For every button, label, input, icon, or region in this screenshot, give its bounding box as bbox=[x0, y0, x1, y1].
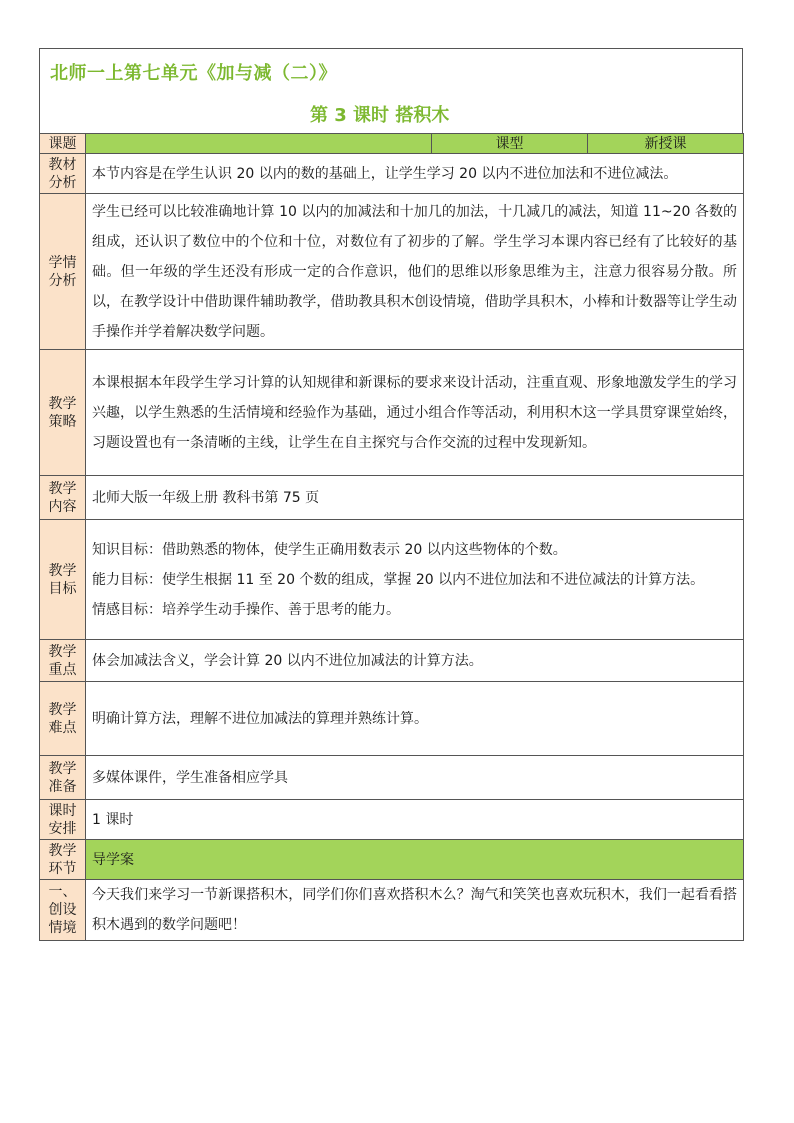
row-text: 明确计算方法，理解不进位加减法的算理并熟练计算。 bbox=[86, 682, 744, 756]
table-row bbox=[40, 350, 744, 476]
goals-row bbox=[40, 520, 744, 640]
lesson-plan-document bbox=[39, 48, 743, 941]
table-row bbox=[40, 682, 744, 756]
row-text: 学生已经可以比较准确地计算 10 以内的加减法和十加几的加法，十几减几的减法，知道 11~20 各数的组成，还认识了数位中的个位和十位，对数位有了初步的了解。学生学习本课内容已经有了比较好的基础。但一年级的学生还没有形成一定的合作意识，他们的思维以形象思维为主，注意力很容易分散。所以，在教学设计中借助课件辅助教学，借助教具积木创设情境，借助学具积木，小棒和计数器等让学生动手操作并学着解决数学问题。 bbox=[86, 194, 744, 350]
table-row bbox=[40, 154, 744, 194]
row-text: 体会加减法含义，学会计算 20 以内不进位加减法的计算方法。 bbox=[86, 640, 744, 682]
lesson-subtitle: 第 3 课时 搭积木 bbox=[310, 105, 450, 126]
course-type-label: 课型 bbox=[432, 134, 588, 154]
row-label: 课时安排 bbox=[40, 800, 86, 840]
goals-label: 教学目标 bbox=[40, 520, 86, 640]
table-row bbox=[40, 756, 744, 800]
stage-text: 导学案 bbox=[86, 840, 744, 880]
title-box bbox=[39, 48, 743, 133]
table-row bbox=[40, 640, 744, 682]
stage-label: 教学环节 bbox=[40, 840, 86, 880]
row-label: 教学难点 bbox=[40, 682, 86, 756]
row-label: 教学内容 bbox=[40, 476, 86, 520]
stage-row bbox=[40, 840, 744, 880]
row-text: 多媒体课件，学生准备相应学具 bbox=[86, 756, 744, 800]
row-label: 教学准备 bbox=[40, 756, 86, 800]
table-row bbox=[40, 194, 744, 350]
goal-knowledge: 知识目标：借助熟悉的物体，使学生正确用数表示 20 以内这些物体的个数。 bbox=[92, 541, 567, 558]
row-label: 学情分析 bbox=[40, 194, 86, 350]
row-text: 本节内容是在学生认识 20 以内的数的基础上，让学生学习 20 以内不进位加法和不进位减法。 bbox=[86, 154, 744, 194]
row-label: 教材分析 bbox=[40, 154, 86, 194]
row-label: 教学策略 bbox=[40, 350, 86, 476]
course-type-value: 新授课 bbox=[588, 134, 744, 154]
intro-label: 一、创设情境 bbox=[40, 880, 86, 941]
table-row bbox=[40, 800, 744, 840]
row-text: 北师大版一年级上册 教科书第 75 页 bbox=[86, 476, 744, 520]
goal-ability: 能力目标：使学生根据 11 至 20 个数的组成，掌握 20 以内不进位加法和不进位减法的计算方法。 bbox=[92, 571, 705, 588]
document-title: 北师一上第七单元《加与减（二）》 bbox=[50, 63, 337, 84]
intro-row bbox=[40, 880, 744, 941]
lesson-table bbox=[39, 133, 744, 941]
row-text: 1 课时 bbox=[86, 800, 744, 840]
course-label: 课题 bbox=[40, 134, 86, 154]
table-row bbox=[40, 476, 744, 520]
course-row bbox=[40, 134, 744, 154]
goal-emotion: 情感目标：培养学生动手操作、善于思考的能力。 bbox=[92, 601, 400, 618]
row-label: 教学重点 bbox=[40, 640, 86, 682]
course-title-cell bbox=[86, 134, 432, 154]
goals-cell bbox=[86, 520, 744, 640]
row-text: 本课根据本年段学生学习计算的认知规律和新课标的要求来设计活动，注重直观、形象地激发学生的学习兴趣，以学生熟悉的生活情境和经验作为基础，通过小组合作等活动，利用积木这一学具贯穿课堂始终，习题设置也有一条清晰的主线，让学生在自主探究与合作交流的过程中发现新知。 bbox=[86, 350, 744, 476]
intro-text: 今天我们来学习一节新课搭积木，同学们你们喜欢搭积木么？淘气和笑笑也喜欢玩积木，我们一起看看搭积木遇到的数学问题吧！ bbox=[86, 880, 744, 941]
